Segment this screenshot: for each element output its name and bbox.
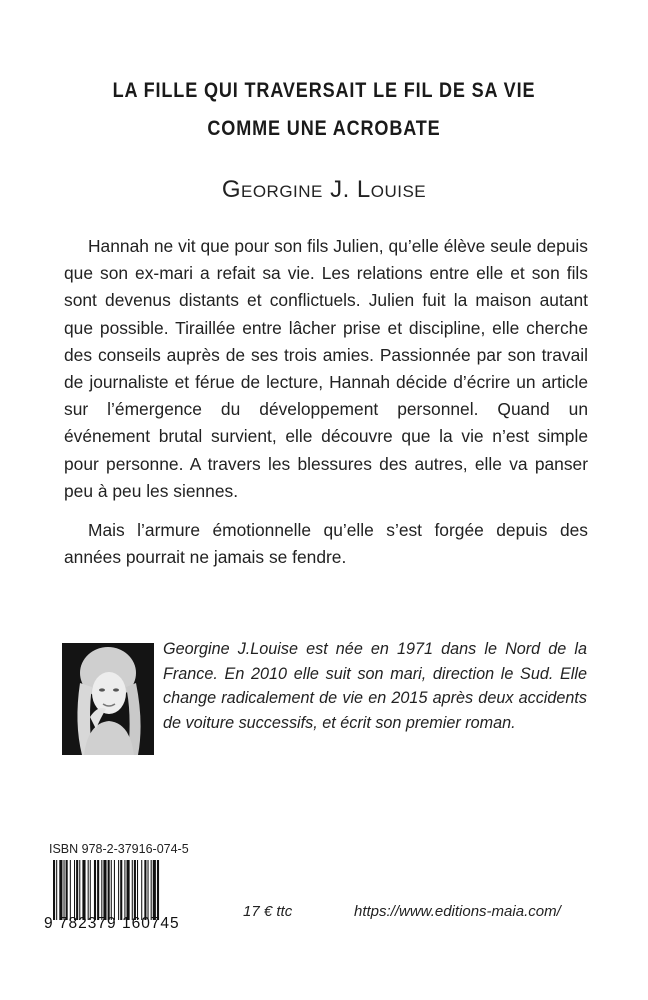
isbn-number: ISBN 978-2-37916-074-5 [49, 842, 189, 856]
barcode-bar [59, 860, 62, 920]
barcode-bar [76, 860, 78, 920]
barcode-bar [151, 860, 152, 920]
book-title-line-2: COMME UNE ACROBATE [207, 117, 441, 140]
barcode-bar [157, 860, 159, 920]
author-photo [62, 643, 154, 755]
publisher-website: https://www.editions-maia.com/ [354, 903, 561, 920]
barcode-bar [90, 860, 91, 920]
book-title [0, 72, 648, 148]
barcode-bar [124, 860, 125, 920]
barcode-bar [101, 860, 102, 920]
barcode-digits: 9 782379 160745 [44, 915, 180, 932]
barcode-bar [66, 860, 68, 920]
barcode-bar [148, 860, 149, 920]
barcode-bar [94, 860, 96, 920]
barcode-bar [141, 860, 142, 920]
author-name: Georgine J. Louise [221, 176, 427, 203]
barcode-bar [64, 860, 65, 920]
barcode-bar [118, 860, 119, 920]
barcode-bar [97, 860, 99, 920]
barcode-bar [137, 860, 138, 920]
barcode-bar [88, 860, 89, 920]
barcode-bar [56, 860, 57, 920]
barcode-bar [53, 860, 55, 920]
barcode-bar [153, 860, 156, 920]
barcode-bar [134, 860, 136, 920]
synopsis [64, 233, 588, 571]
synopsis-paragraph-1: Hannah ne vit que pour son fils Julien, qu’elle élève seule depuis que son ex-mari a refait sa vie. Les relations entre elle et son fils sont devenus distants et conflictuels. Julien fuit la maison autant que possible. Tiraillée entre lâcher prise et discipline, elle cherche des conseils auprès de ses trois amies. Passionnée par son travail de journaliste et férue de lecture, Hannah décide d’écrire un article sur l’émergence du développement personnel. Quand un événement brutal survient, elle découvre que la vie n’est simple pour personne. A travers les blessures des autres, elle va panser peu à peu les siennes. [64, 236, 588, 501]
barcode-bar [108, 860, 110, 920]
barcode-bar [82, 860, 85, 920]
price: 17 € ttc [243, 903, 293, 920]
barcode-bar [114, 860, 115, 920]
barcode-bar [79, 860, 80, 920]
barcode-bars [49, 860, 195, 920]
barcode-bar [127, 860, 130, 920]
barcode-bar [111, 860, 112, 920]
barcode-bar [132, 860, 133, 920]
barcode-bar [70, 860, 71, 920]
barcode-bar [144, 860, 146, 920]
synopsis-paragraph-2: Mais l’armure émotionnelle qu’elle s’est forgée depuis des années pourrait ne jamais se fendre. [64, 520, 588, 568]
author-photo-image [62, 643, 154, 755]
book-title-line-1: LA FILLE QUI TRAVERSAIT LE FIL DE SA VIE [112, 79, 536, 102]
barcode-bar [74, 860, 75, 920]
author-bio: Georgine J.Louise est née en 1971 dans le Nord de la France. En 2010 elle suit son mari, direction le Sud. Elle change radicalement de vie en 2015 après deux accidents de voiture successifs, et écrit son premier roman. [163, 640, 587, 732]
barcode-bar [103, 860, 106, 920]
barcode-bar [120, 860, 122, 920]
